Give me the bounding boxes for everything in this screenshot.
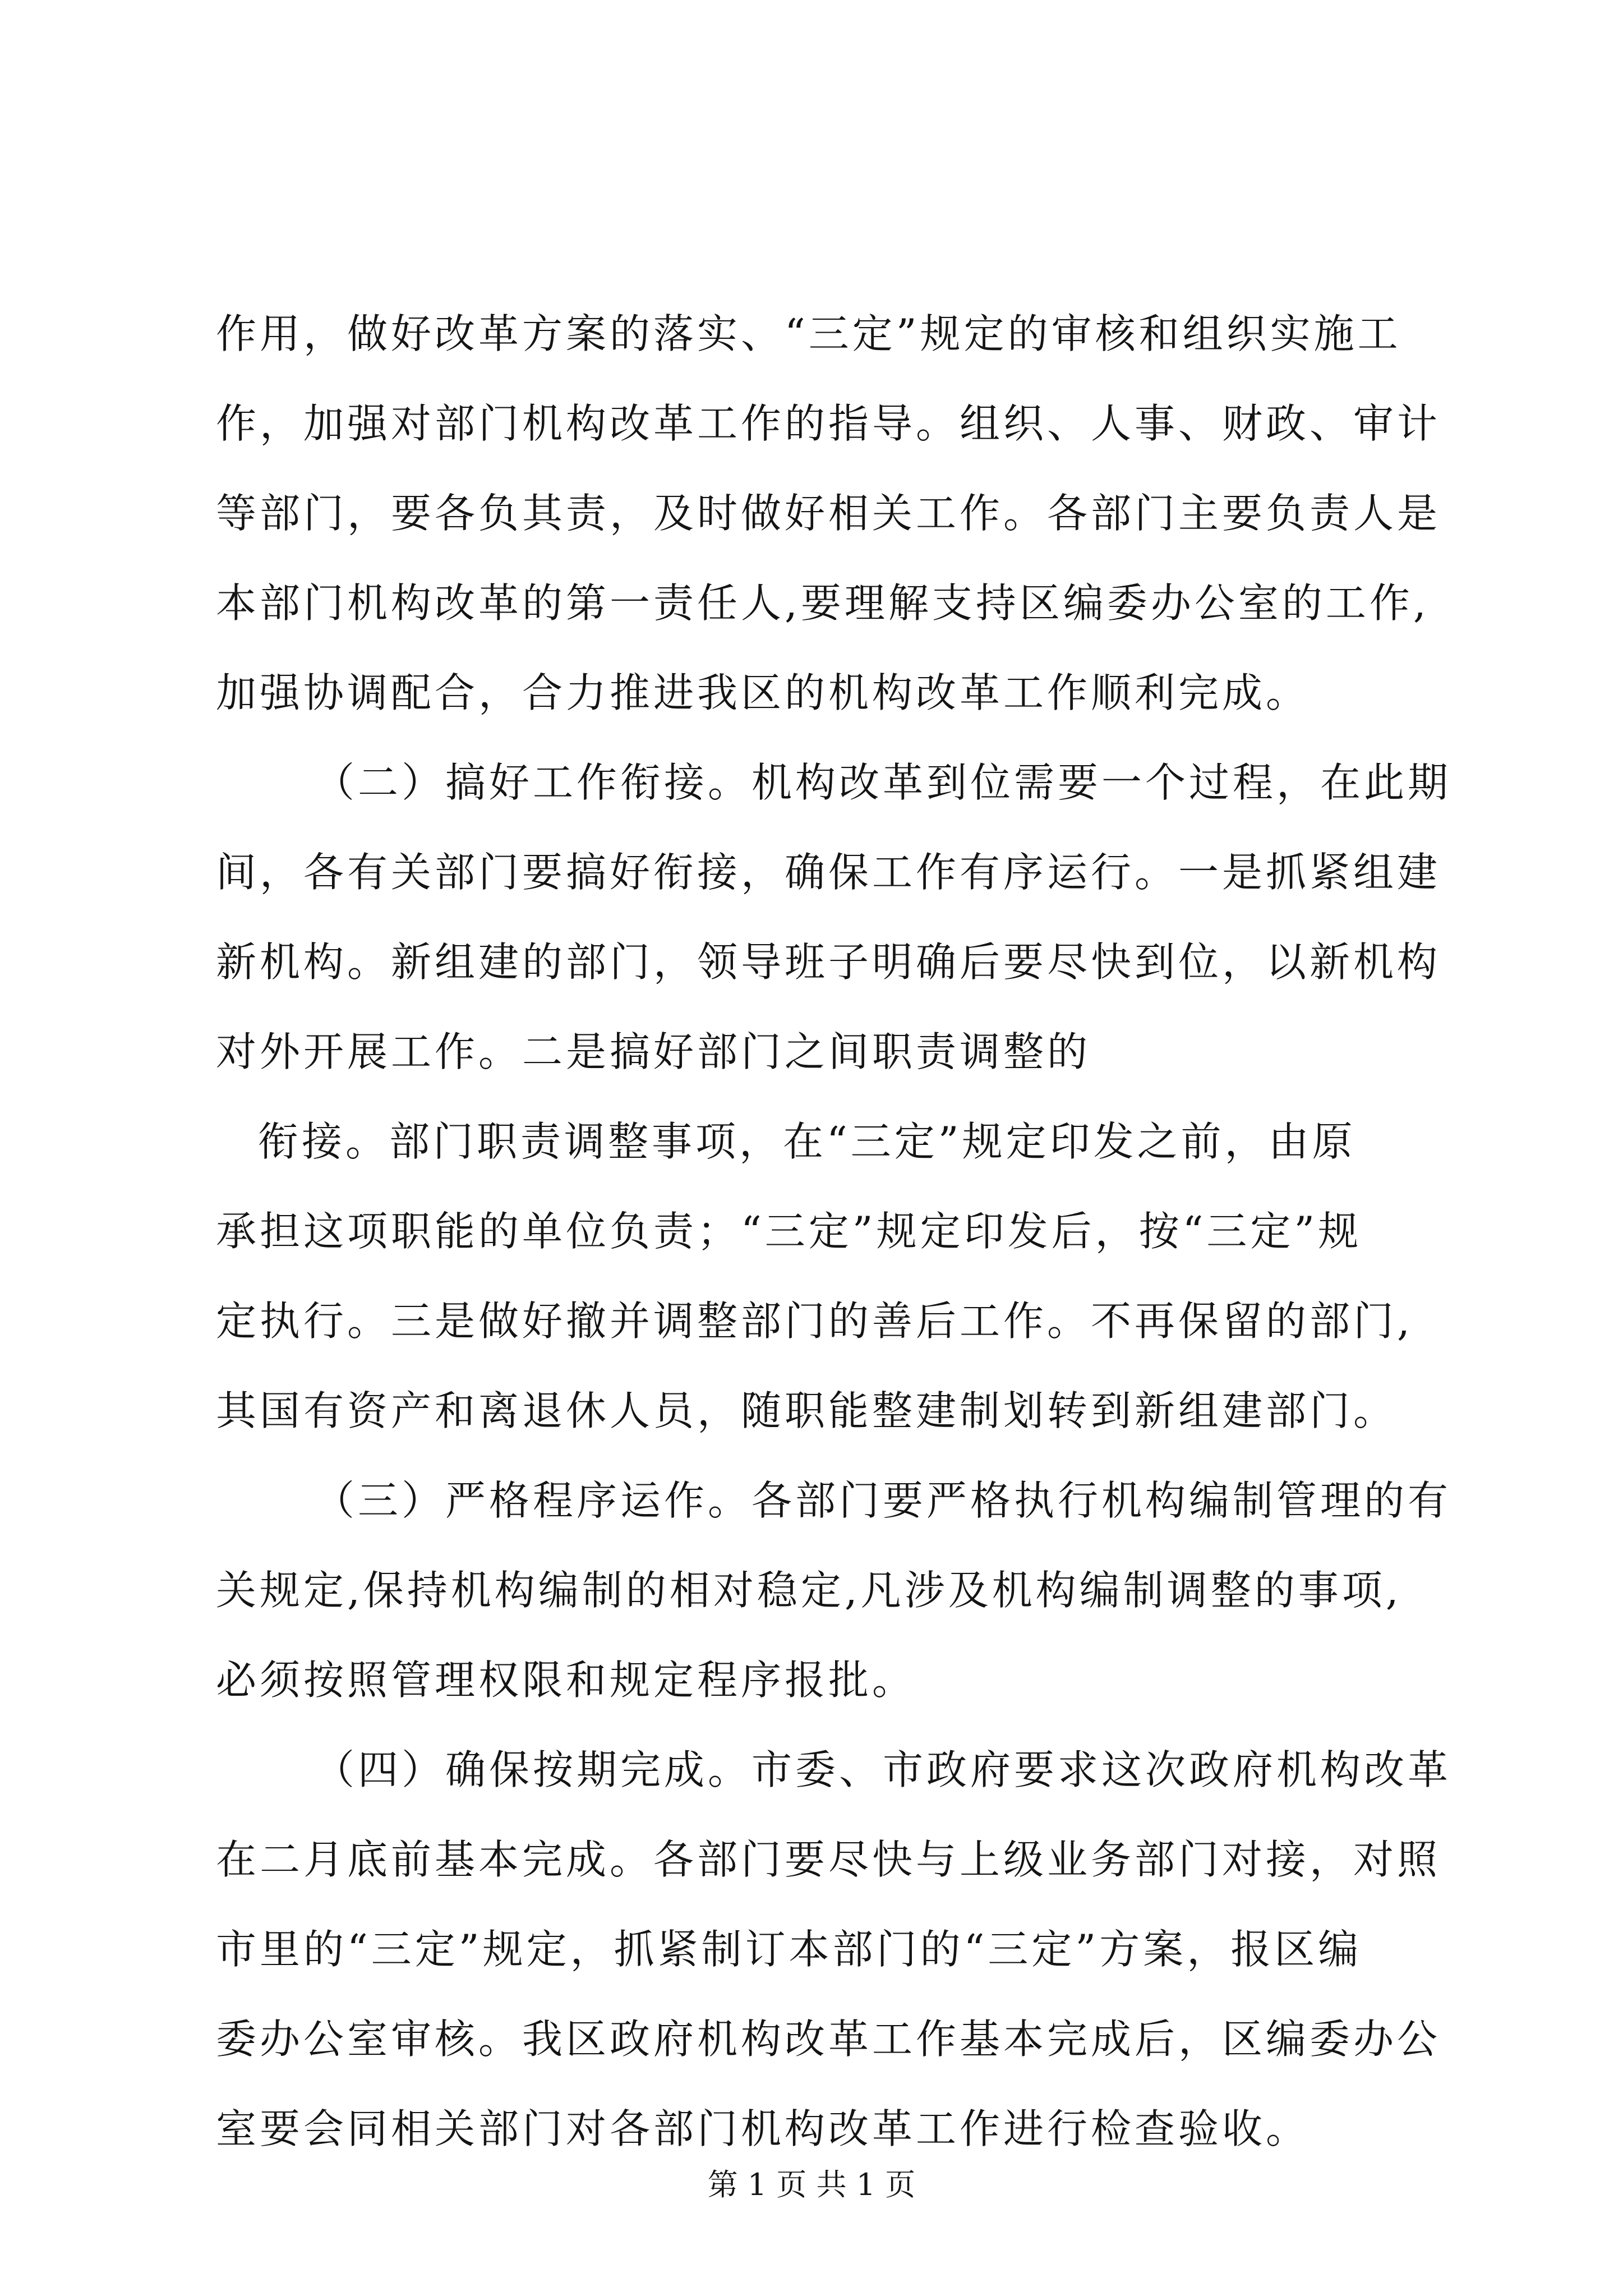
body-text-line: 间，各有关部门要搞好衔接，确保工作有序运行。一是抓紧组建 <box>216 849 1441 896</box>
body-text-line: 作用，做好改革方案的落实、“三定”规定的审核和组织实施工 <box>216 310 1401 357</box>
body-text-line: 承担这项职能的单位负责；“三定”规定印发后，按“三定”规 <box>216 1208 1362 1255</box>
body-text-line: 新机构。新组建的部门，领导班子明确后要尽快到位，以新机构 <box>216 938 1441 986</box>
paragraph-heading-line: （三）严格程序运作。各部门要严格执行机构编制管理的有 <box>314 1477 1452 1524</box>
body-text-line: 市里的“三定”规定，抓紧制订本部门的“三定”方案，报区编 <box>216 1926 1362 1973</box>
body-text-line: 等部门，要各负其责，及时做好相关工作。各部门主要负责人是 <box>216 490 1441 537</box>
body-text-line: 定执行。三是做好撤并调整部门的善后工作。不再保留的部门, <box>216 1297 1413 1345</box>
body-text-line: 对外开展工作。二是搞好部门之间职责调整的 <box>216 1028 1091 1075</box>
body-text-line: 室要会同相关部门对各部门机构改革工作进行检查验收。 <box>216 2105 1310 2152</box>
page-footer: 第 1 页 共 1 页 <box>707 2167 916 2202</box>
body-text-line: 必须按照管理权限和规定程序报批。 <box>216 1657 916 1704</box>
paragraph-heading-line: （四）确保按期完成。市委、市政府要求这次政府机构改革 <box>314 1746 1452 1793</box>
body-text-line: 本部门机构改革的第一责任人,要理解支持区编委办公室的工作, <box>216 579 1430 627</box>
body-text-line: 衔接。部门职责调整事项，在“三定”规定印发之前，由原 <box>258 1118 1356 1165</box>
body-text-line: 其国有资产和离退休人员，随职能整建制划转到新组建部门。 <box>216 1387 1398 1434</box>
body-text-line: 委办公室审核。我区政府机构改革工作基本完成后，区编委办公 <box>216 2016 1441 2063</box>
paragraph-heading-line: （二）搞好工作衔接。机构改革到位需要一个过程，在此期 <box>314 759 1452 806</box>
body-text-line: 关规定,保持机构编制的相对稳定,凡涉及机构编制调整的事项, <box>216 1567 1402 1614</box>
body-text-line: 在二月底前基本完成。各部门要尽快与上级业务部门对接，对照 <box>216 1836 1441 1883</box>
body-text-line: 加强协调配合，合力推进我区的机构改革工作顺利完成。 <box>216 669 1310 716</box>
body-text-line: 作，加强对部门机构改革工作的指导。组织、人事、财政、审计 <box>216 400 1441 447</box>
